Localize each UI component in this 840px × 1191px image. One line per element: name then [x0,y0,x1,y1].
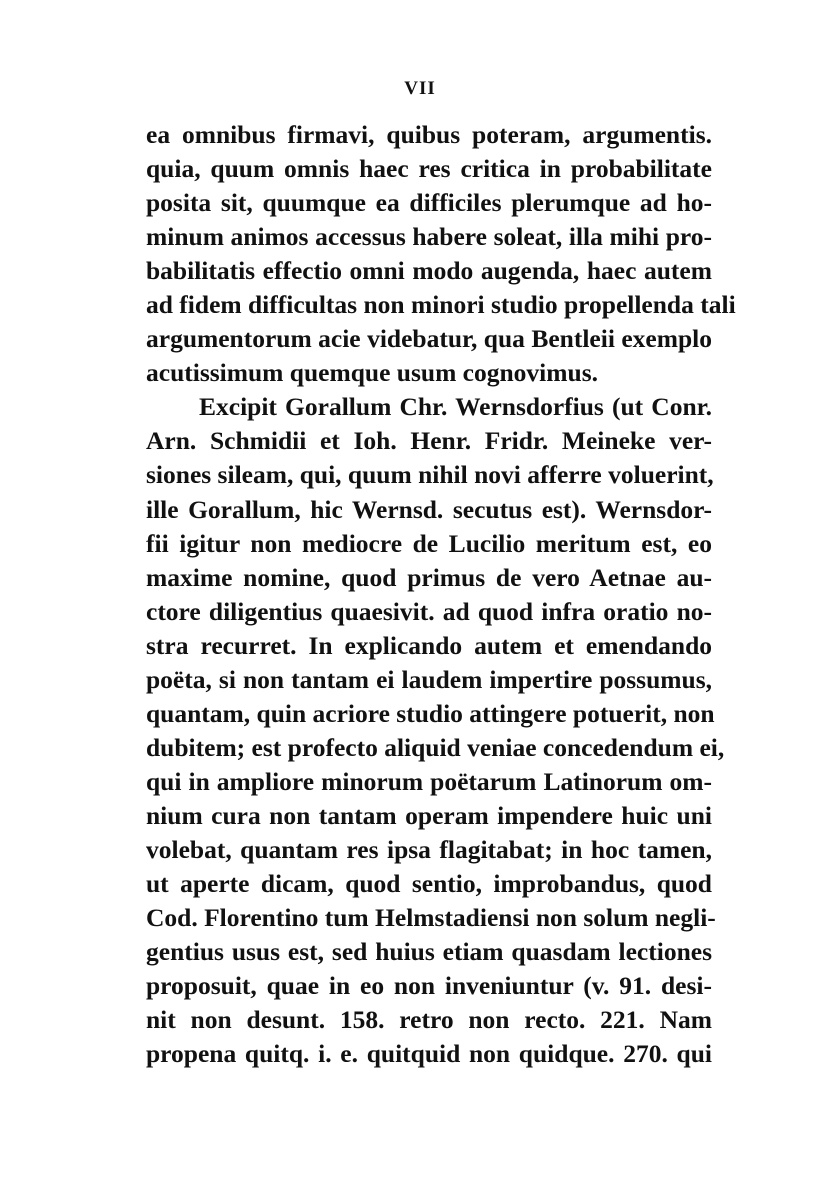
text-line: argumentorum acie videbatur, qua Bentleii exemplo [146,324,712,354]
text-line: babilitatis effectio omni modo augenda, haec autem [146,256,712,286]
text-line: proposuit, quae in eo non inveniuntur (v. 91. desi- [146,971,712,1001]
body-text [146,118,736,1071]
text-line: gentius usus est, sed huius etiam quasdam lectiones [146,937,712,967]
text-line: Cod. Florentino tum Helmstadiensi non solum negli- [146,903,716,933]
text-line: posita sit, quumque ea difficiles plerumque ad ho- [146,188,712,218]
text-line: ad fidem difficultas non minori studio propellenda tali [146,290,736,320]
text-line: stra recurret. In explicando autem et emendando [146,630,712,660]
text-line: ea omnibus firmavi, quibus poteram, argumentis. [146,120,712,149]
text-line-paragraph-start: Excipit Gorallum Chr. Wernsdorfius (ut Conr. [199,392,712,422]
text-line: ille Gorallum, hic Wernsd. secutus est). Wernsdor- [146,494,712,524]
text-line: qui in ampliore minorum poëtarum Latinorum om- [146,766,712,796]
text-line: fii igitur non mediocre de Lucilio meritum est, eo [146,528,712,558]
text-line: dubitem; est profecto aliquid veniae concedendum ei, [146,732,725,762]
text-line: quia, quum omnis haec res critica in probabilitate [146,154,712,184]
text-line: ut aperte dicam, quod sentio, improbandus, quod [146,869,712,899]
text-line: Arn. Schmidii et Ioh. Henr. Fridr. Meineke ver- [146,426,712,456]
text-line: ctore diligentius quaesivit. ad quod infra oratio no- [146,596,712,626]
page-number: VII [404,78,436,99]
text-line: nium cura non tantam operam impendere huic uni [146,800,712,830]
text-line: siones sileam, qui, quum nihil novi afferre voluerint, [146,460,714,490]
text-line: nit non desunt. 158. retro non recto. 221. Nam [146,1005,712,1035]
text-line: maxime nomine, quod primus de vero Aetnae au- [146,562,712,592]
text-line: acutissimum quemque usum cognovimus. [146,358,598,388]
text-line: poëta, si non tantam ei laudem impertire possumus, [146,664,712,694]
text-line: propena quitq. i. e. quitquid non quidque. 270. qui [146,1039,712,1069]
text-line: volebat, quantam res ipsa flagitabat; in hoc tamen, [146,834,712,864]
text-line: minum animos accessus habere soleat, illa mihi pro- [146,222,712,252]
text-line: quantam, quin acriore studio attingere potuerit, non [146,698,715,728]
